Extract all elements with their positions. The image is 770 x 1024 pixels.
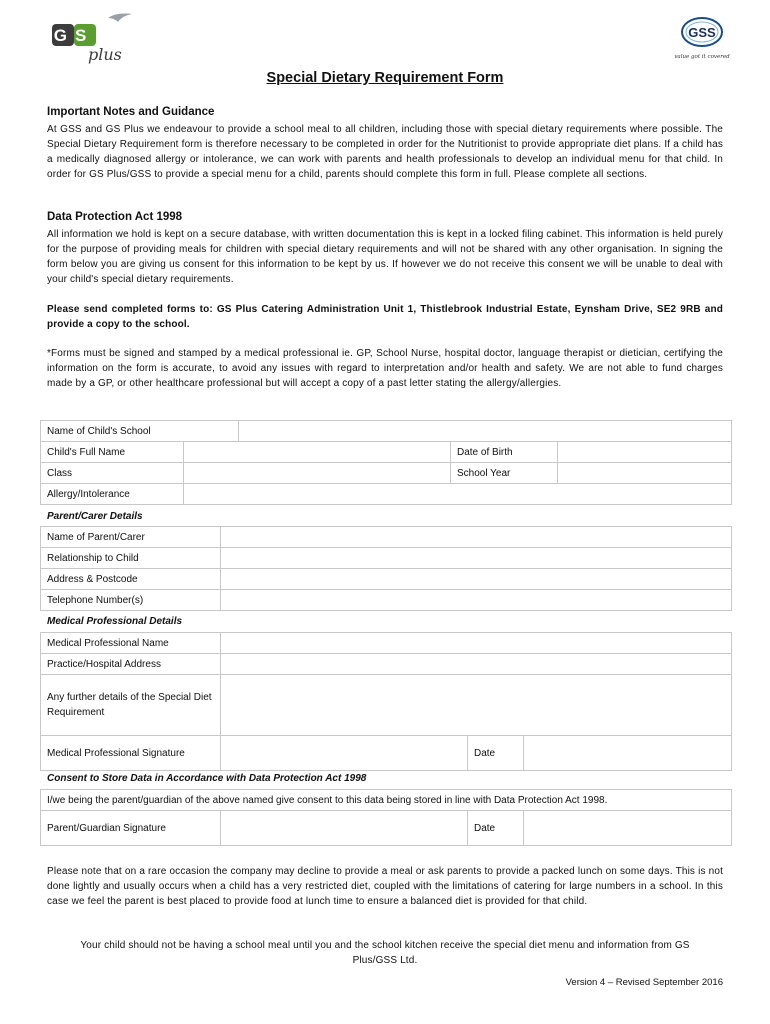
dpa-heading: Data Protection Act 1998: [47, 211, 183, 223]
med-signature-field[interactable]: [221, 736, 468, 771]
gs-letters: GS: [53, 26, 95, 45]
diet-details-field[interactable]: [221, 675, 732, 736]
dpa-body: All information we hold is kept on a secure database, with written documentation this is kept in a locked filing cabinet. This information is held purely for the purpose of providing meals for children with special dietary requirements and will not be shared with any other organisation. In signing the form below you are giving us consent for this information to be kept by us. If however we do not receive this consent we will be unable to deal with your child's special dietary requirements.: [47, 229, 723, 285]
med-date-label: Date: [468, 736, 524, 771]
gss-tagline: value got it covered: [674, 54, 730, 60]
med-name-field[interactable]: [221, 633, 732, 654]
parent-name-field[interactable]: [221, 527, 732, 548]
allergy-label: Allergy/Intolerance: [41, 484, 184, 505]
version-label: Version 4 – Revised September 2016: [565, 977, 723, 988]
class-label: Class: [41, 463, 184, 484]
parent-name-label: Name of Parent/Carer: [41, 527, 221, 548]
parent-signature-label: Parent/Guardian Signature: [41, 811, 221, 846]
notes-body: At GSS and GS Plus we endeavour to provide a school meal to all children, including those with special dietary requirements where possible. The Special Dietary Requirement form is therefore necessary to be completed in order for the Nutritionist to provide appropriate diet plans. If a child has a medically diagnosed allergy or intolerance, we can work with parents and health professionals to develop an individual menu for that child. In order for GS Plus/GSS to provide a special menu for a child, parents should complete this form in full. Please complete all sections.: [47, 124, 723, 180]
address-field[interactable]: [221, 569, 732, 590]
relationship-label: Relationship to Child: [41, 548, 221, 569]
school-label: Name of Child's School: [41, 421, 239, 442]
dob-label: Date of Birth: [451, 442, 558, 463]
med-date-field[interactable]: [524, 736, 732, 771]
relationship-field[interactable]: [221, 548, 732, 569]
page-title: Special Dietary Requirement Form: [266, 70, 504, 86]
notes-heading: Important Notes and Guidance: [47, 106, 215, 118]
parent-date-label: Date: [468, 811, 524, 846]
year-field[interactable]: [558, 463, 732, 484]
parent-details-table: [40, 526, 732, 611]
child-name-field[interactable]: [184, 442, 451, 463]
parent-signature-field[interactable]: [221, 811, 468, 846]
medical-section-heading: Medical Professional Details: [47, 616, 183, 627]
medical-details-table: [40, 632, 732, 771]
decline-note: Please note that on a rare occasion the company may decline to provide a meal or ask parents to provide a packed lunch on some days. This is not done lightly and usually occurs when a child has a very restricted diet, coupled with the limitations of catering for large numbers in a school. In this case we feel the parent is best placed to provide food at lunch time to ensure a balanced diet is provided for that child.: [47, 866, 723, 907]
address-label: Address & Postcode: [41, 569, 221, 590]
med-name-label: Medical Professional Name: [41, 633, 221, 654]
consent-table: [40, 789, 732, 846]
parent-date-field[interactable]: [524, 811, 732, 846]
gss-logo: [668, 14, 736, 62]
phone-field[interactable]: [221, 590, 732, 611]
med-address-field[interactable]: [221, 654, 732, 675]
child-name-label: Child's Full Name: [41, 442, 184, 463]
child-details-table: [40, 420, 732, 505]
plus-script: plus: [88, 45, 122, 64]
med-address-label: Practice/Hospital Address: [41, 654, 221, 675]
med-signature-label: Medical Professional Signature: [41, 736, 221, 771]
school-field[interactable]: [239, 421, 732, 442]
consent-statement: I/we being the parent/guardian of the above named give consent to this data being stored in line with Data Protection Act 1998.: [41, 790, 732, 811]
signed-note: *Forms must be signed and stamped by a medical professional ie. GP, School Nurse, hospital doctor, language therapist or dietician, certifying the information on the form is accurate, to avoid any issues with regard to interpretation and/or health and safety. We are not able to fund charges made by a GP, or other healthcare professional but will accept a copy of a past letter stating the allergy/allergies.: [47, 348, 723, 389]
diet-details-label: Any further details of the Special Diet Requirement: [41, 675, 221, 736]
svg-text:GSS: GSS: [688, 25, 716, 40]
send-to-note: Please send completed forms to: GS Plus Catering Administration Unit 1, Thistlebrook Industrial Estate, Eynsham Drive, SE2 9RB and provide a copy to the school.: [47, 304, 723, 330]
gs-plus-logo: [50, 10, 135, 65]
wait-note: Your child should not be having a school meal until you and the school kitchen receive the special diet menu and information from GS Plus/GSS Ltd.: [80, 940, 690, 966]
allergy-field[interactable]: [184, 484, 732, 505]
year-label: School Year: [451, 463, 558, 484]
dob-field[interactable]: [558, 442, 732, 463]
consent-section-heading: Consent to Store Data in Accordance with Data Protection Act 1998: [47, 773, 367, 784]
phone-label: Telephone Number(s): [41, 590, 221, 611]
parent-section-heading: Parent/Carer Details: [47, 511, 143, 522]
class-field[interactable]: [184, 463, 451, 484]
